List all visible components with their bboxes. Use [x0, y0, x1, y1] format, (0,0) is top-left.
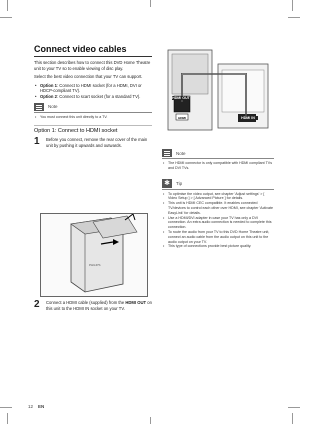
- note-item: • You must connect this unit directly to a TV.: [34, 115, 152, 120]
- step-2: [34, 300, 152, 311]
- tip-item: • This unit is HDMI CEC compatible. It enables connected TV/devices to control each other over HDMI, see chapter 'Activate EasyLink' for details.: [162, 201, 274, 215]
- hdmi-out-label: HDMI OUT: [125, 300, 147, 305]
- lightbulb-icon: ✱: [162, 179, 172, 188]
- step-number: 2: [34, 299, 40, 310]
- note-label: Note: [176, 150, 186, 156]
- note-item: • The HDMI connector is only compatible with HDMI compliant TVs and DVI TVs.: [162, 161, 274, 171]
- tip-item: • This type of connections provide best picture quality.: [162, 244, 274, 249]
- crop-mark: [0, 17, 12, 18]
- crop-mark: [288, 17, 300, 18]
- page-number: 12: [28, 404, 34, 409]
- tip-item: • To route the audio from your TV to this DVD Home Theatre unit, connect an audio cable from the audio output on this unit to the audio output on your TV.: [162, 230, 274, 244]
- hdmi-in-tag: HDMI IN: [238, 116, 258, 120]
- note-box: [162, 149, 274, 171]
- option-list: [34, 83, 152, 100]
- crop-mark: [292, 0, 293, 11]
- note-icon: [34, 103, 44, 111]
- right-column: [162, 146, 274, 249]
- option-item: • Option 2: Connect to scart socket (for a standard TV).: [34, 94, 152, 100]
- left-column: [34, 44, 152, 152]
- note-box: [34, 103, 152, 120]
- step-text: Before you connect, remove the rear cover of the main unit by pushing it upwards and outwards.: [46, 137, 148, 148]
- section-heading: Option 1: Connect to HDMI socket: [34, 125, 152, 134]
- page-title: Connect video cables: [34, 44, 152, 57]
- step-number: 1: [34, 136, 40, 148]
- brand-label: PHILIPS: [89, 263, 101, 267]
- crop-mark: [292, 413, 293, 424]
- intro-paragraph: This section describes how to connect this DVD Home Theatre unit to your TV so to enable viewing of disc play.: [34, 60, 151, 71]
- note-label: Note: [48, 104, 58, 110]
- crop-mark: [150, 417, 151, 424]
- note-icon: [162, 149, 172, 157]
- hdmi-tag: HDMI: [178, 116, 186, 120]
- hdmi-out-tag: HDMI OUT: [172, 96, 190, 100]
- crop-mark: [7, 413, 8, 424]
- select-paragraph: Select the best video connection that your TV can support.: [34, 74, 143, 80]
- crop-mark: [150, 0, 151, 7]
- diagram-drawing: [162, 44, 274, 140]
- tip-label: Tip: [176, 180, 183, 186]
- unit-illustration: [40, 213, 148, 297]
- tip-box: [162, 179, 274, 250]
- language-code: EN: [38, 404, 45, 409]
- connection-diagram: [162, 44, 274, 140]
- step-1: [34, 137, 152, 148]
- crop-mark: [0, 407, 12, 408]
- crop-mark: [288, 407, 300, 408]
- option-item: • Option 1: Connect to HDMI socket (for a HDMI, DVI or HDCP-compliant TV).: [34, 83, 152, 94]
- tip-item: • Use a HDMI/DVI adapter in case your TV has only a DVI connection. An extra audio connection is needed to complete this connection.: [162, 216, 274, 230]
- page-footer: [28, 404, 44, 409]
- unit-drawing: [41, 214, 147, 296]
- tip-item: • To optimise the video output, see chapter 'Adjust settings' > [ Video Setup ] > [ Advanced Picture ] for details.: [162, 192, 274, 202]
- step-text: Connect a HDMI cable (supplied) from the HDMI OUT on this unit to the HDMI IN socket on your TV.: [46, 300, 152, 311]
- crop-mark: [7, 0, 8, 11]
